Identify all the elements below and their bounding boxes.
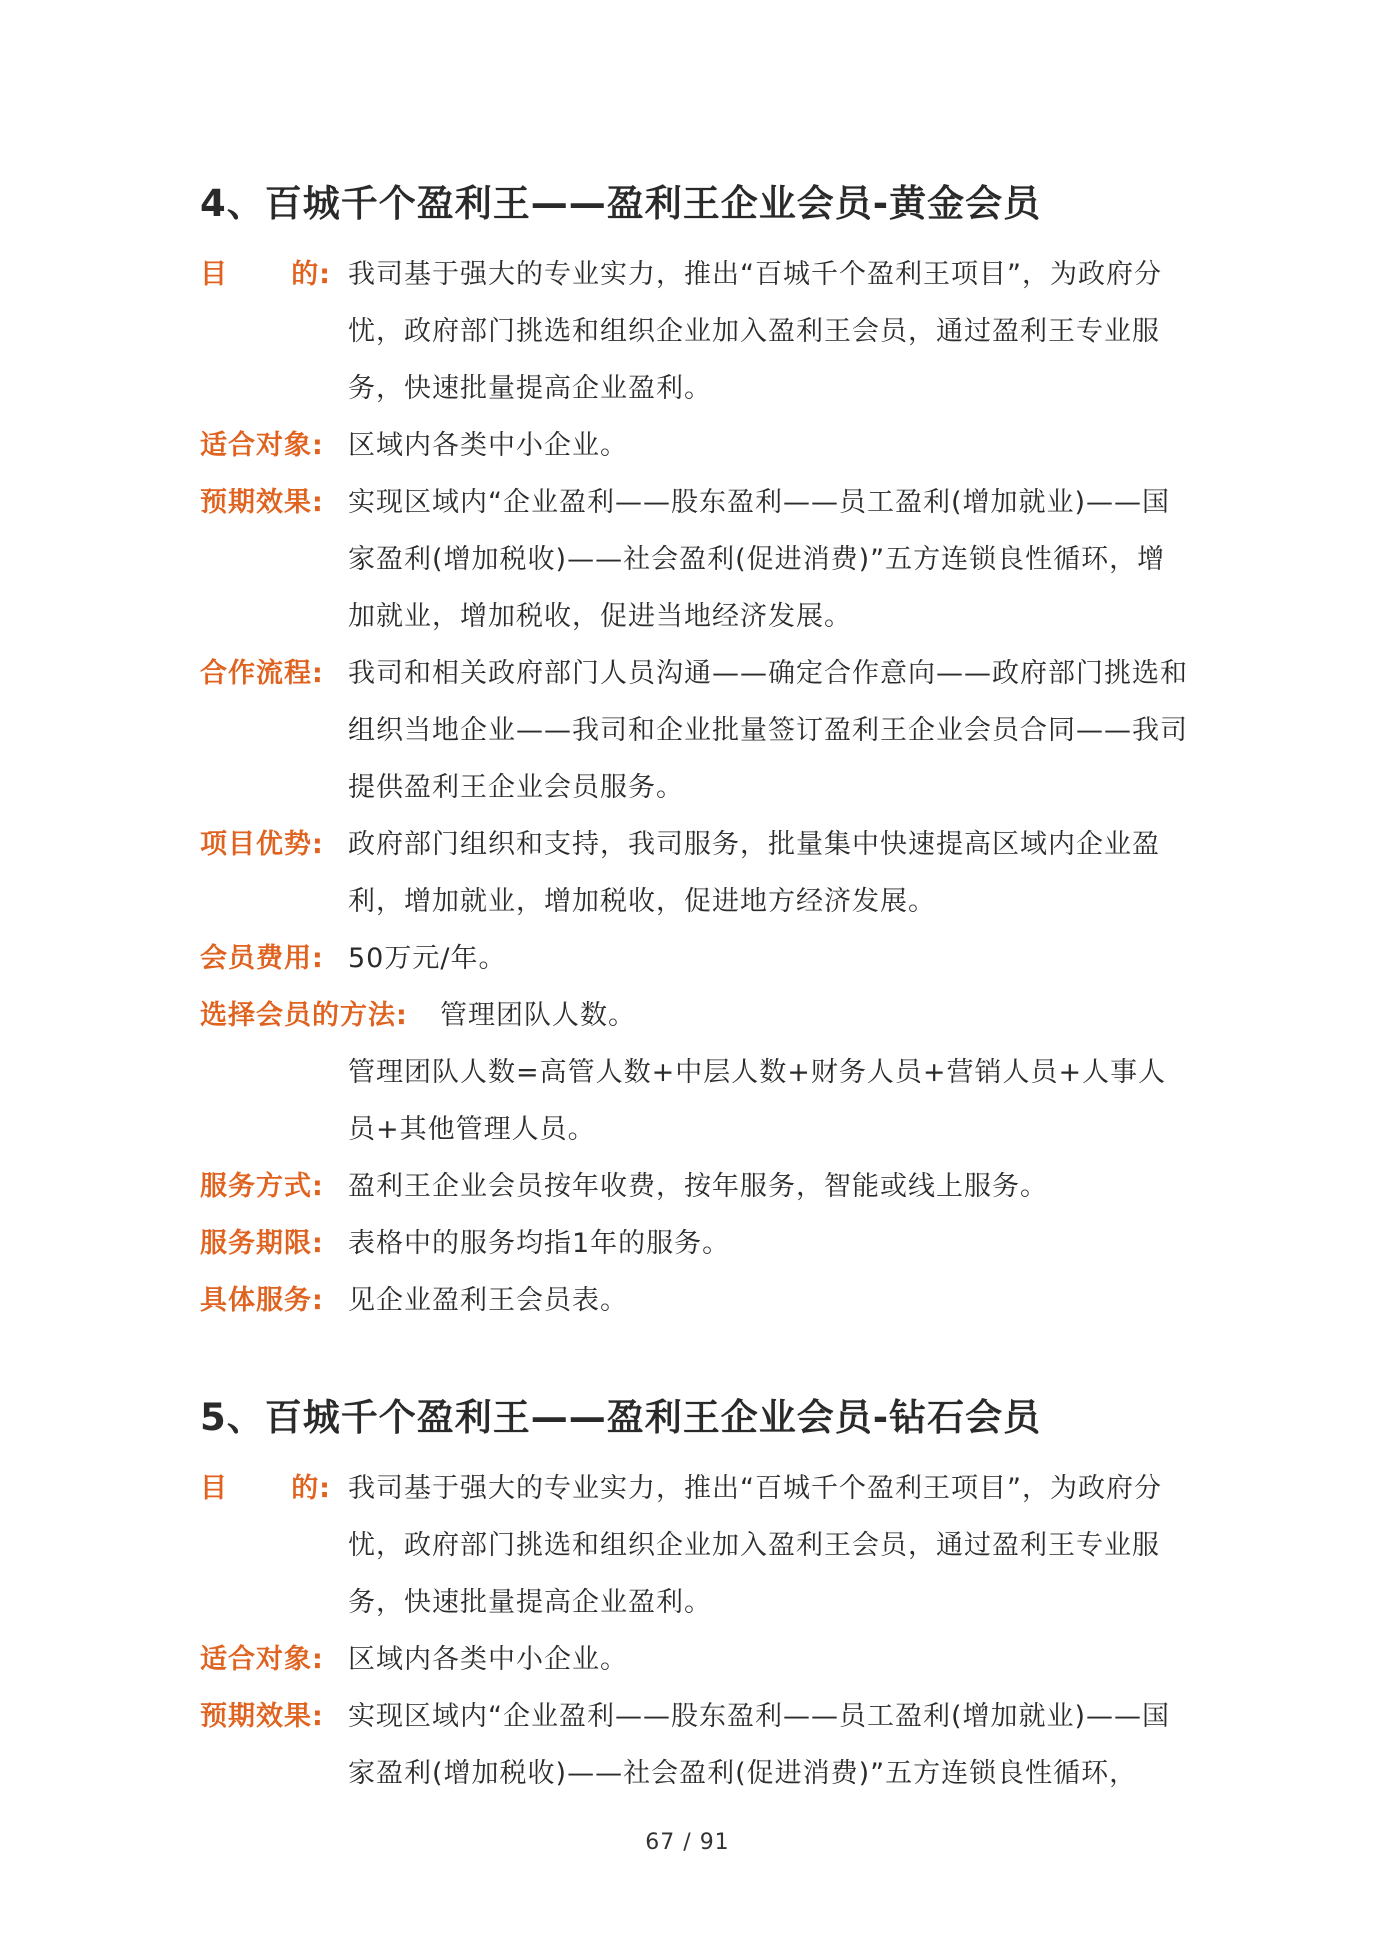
s5-purpose-label xyxy=(200,1460,331,1517)
page-number: 67 / 91 xyxy=(645,1830,730,1855)
s4-service-term-label: 服务期限: xyxy=(200,1228,324,1259)
s4-services-text: 见企业盈利王会员表。 xyxy=(348,1285,628,1316)
s4-purpose-text: 我司基于强大的专业实力，推出“百城千个盈利王项目”，为政府分忧，政府部门挑选和组织企业加入盈利王会员，通过盈利王专业服务，快速批量提高企业盈利。 xyxy=(348,259,1162,404)
s4-effect-text: 实现区域内“企业盈利——股东盈利——员工盈利(增加就业)——国家盈利(增加税收)——社会盈利(促进消费)”五方连锁良性循环，增加就业，增加税收，促进当地经济发展。 xyxy=(348,487,1171,632)
s4-target-text: 区域内各类中小企业。 xyxy=(348,430,628,461)
s5-target-label: 适合对象: xyxy=(200,1644,324,1675)
s4-process-label: 合作流程: xyxy=(200,658,324,689)
s4-fee-label: 会员费用: xyxy=(200,943,324,974)
s5-effect-text: 实现区域内“企业盈利——股东盈利——员工盈利(增加就业)——国家盈利(增加税收)——社会盈利(促进消费)”五方连锁良性循环， xyxy=(348,1701,1171,1789)
s4-service-term-text: 表格中的服务均指1年的服务。 xyxy=(348,1228,731,1259)
s4-method-text: 管理团队人数。 xyxy=(440,1000,636,1031)
s4-method-detail: 管理团队人数=高管人数+中层人数+财务人员+营销人员+人事人员+其他管理人员。 xyxy=(348,1057,1167,1145)
s4-process-text: 我司和相关政府部门人员沟通——确定合作意向——政府部门挑选和组织当地企业——我司和企业批量签订盈利王企业会员合同——我司提供盈利王企业会员服务。 xyxy=(348,658,1188,803)
s4-method-label: 选择会员的方法: xyxy=(200,1000,408,1031)
s4-effect-label: 预期效果: xyxy=(200,487,324,518)
s4-purpose-label-b: 的: xyxy=(291,259,331,290)
s4-purpose-label-a: 目 xyxy=(200,259,228,290)
s5-purpose-label-b: 的: xyxy=(291,1473,331,1504)
section-5-title: 5、百城千个盈利王——盈利王企业会员-钻石会员 xyxy=(200,1396,1042,1439)
s4-advantage-label: 项目优势: xyxy=(200,829,324,860)
s5-purpose-text: 我司基于强大的专业实力，推出“百城千个盈利王项目”，为政府分忧，政府部门挑选和组织企业加入盈利王会员，通过盈利王专业服务，快速批量提高企业盈利。 xyxy=(348,1473,1162,1618)
s4-advantage-text: 政府部门组织和支持，我司服务，批量集中快速提高区域内企业盈利，增加就业，增加税收，促进地方经济发展。 xyxy=(348,829,1160,917)
s5-effect-label: 预期效果: xyxy=(200,1701,324,1732)
s4-fee-text: 50万元/年。 xyxy=(348,943,507,974)
s4-service-mode-text: 盈利王企业会员按年收费，按年服务，智能或线上服务。 xyxy=(348,1171,1048,1202)
s5-purpose-label-a: 目 xyxy=(200,1473,228,1504)
s5-target-text: 区域内各类中小企业。 xyxy=(348,1644,628,1675)
s4-services-label: 具体服务: xyxy=(200,1285,324,1316)
s4-service-mode-label: 服务方式: xyxy=(200,1171,324,1202)
s4-target-label: 适合对象: xyxy=(200,430,324,461)
s4-purpose-label xyxy=(200,246,331,303)
section-4-title: 4、百城千个盈利王——盈利王企业会员-黄金会员 xyxy=(200,182,1042,225)
